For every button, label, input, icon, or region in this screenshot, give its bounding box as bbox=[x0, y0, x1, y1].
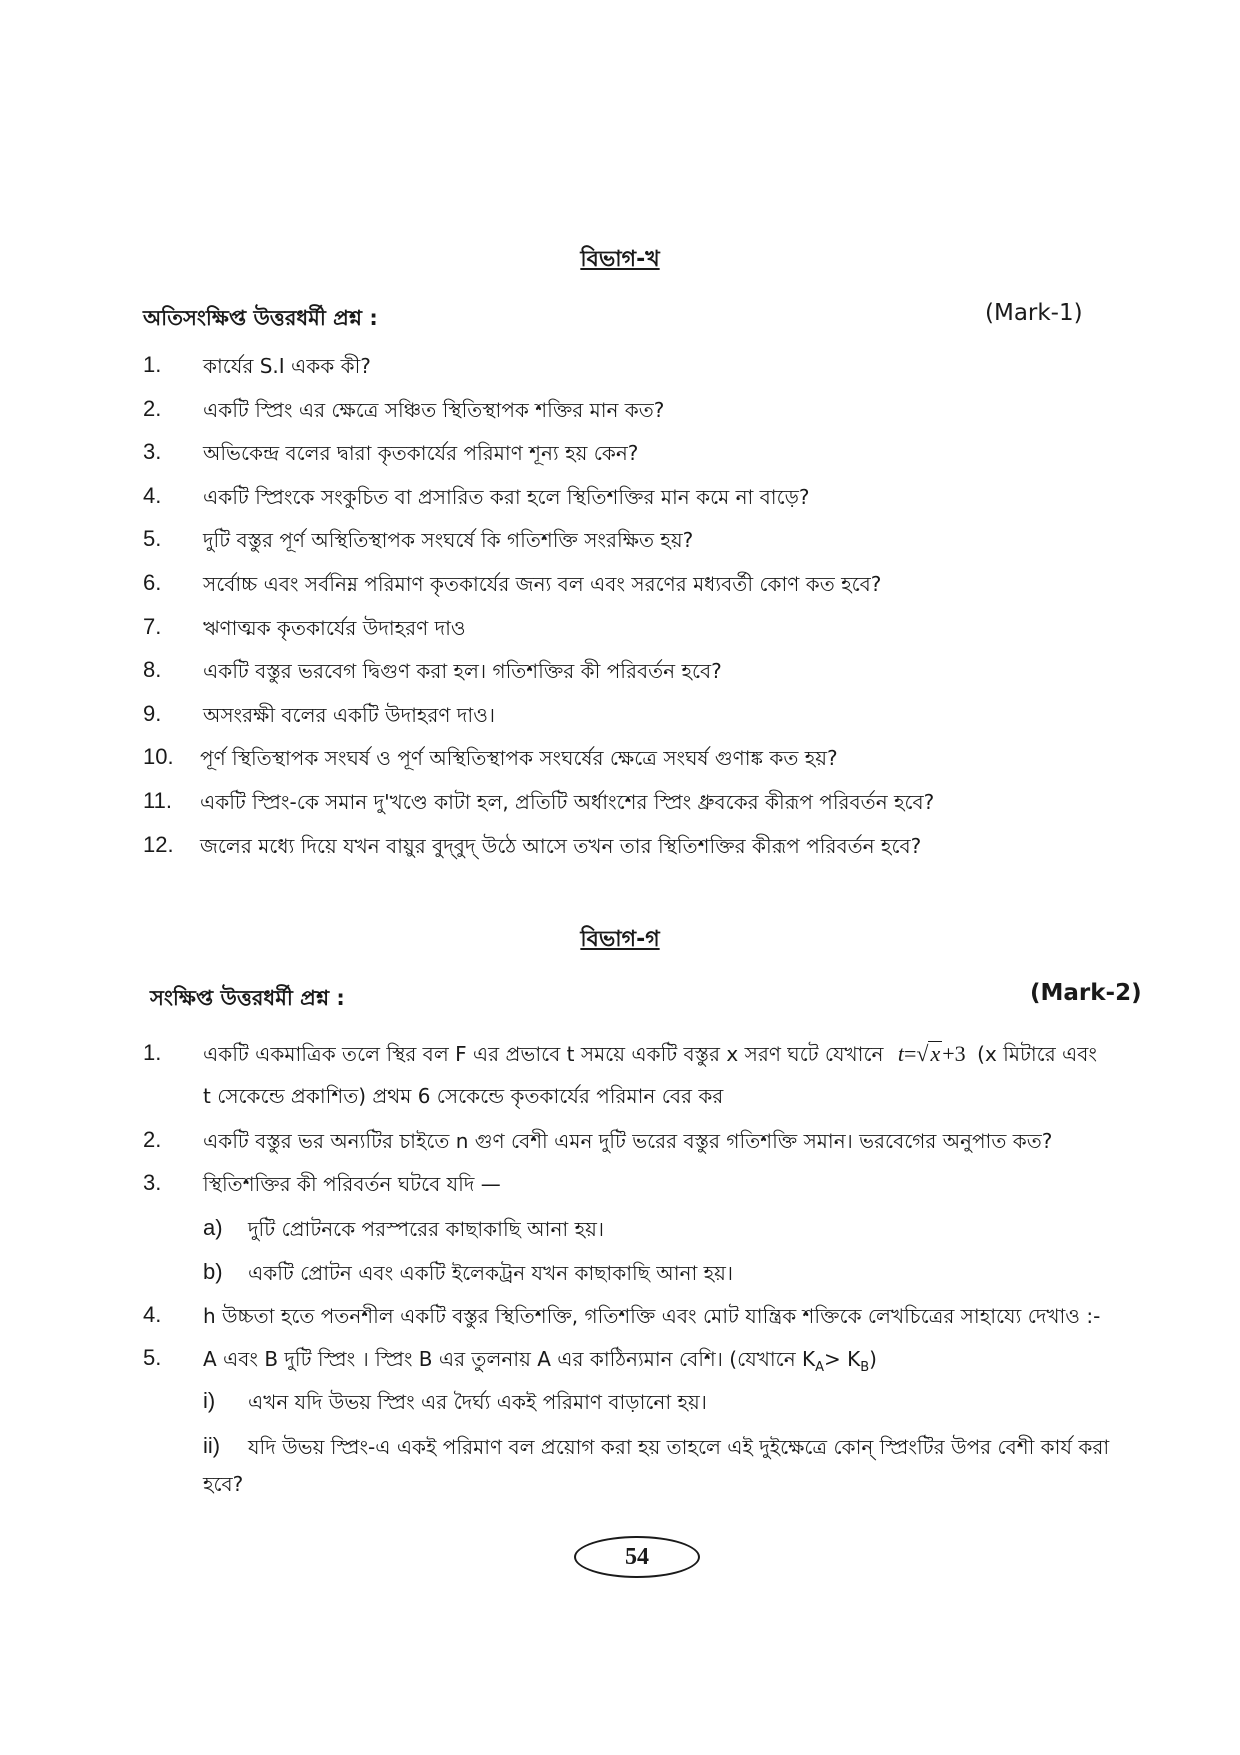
section-c-mark: (Mark-2) bbox=[1030, 980, 1142, 1006]
question-text: জলের মধ্যে দিয়ে যখন বায়ুর বুদ্‌বুদ্‌ উঠে আসে তখন তার স্থিতিশক্তির কীরূপ পরিবর্তন হবে? bbox=[200, 834, 922, 858]
question-text: সর্বোচ্চ এবং সর্বনিম্ন পরিমাণ কৃতকার্যের জন্য বল এবং সরণের মধ্যবর্তী কোণ কত হবে? bbox=[203, 572, 882, 596]
part-label: ii) bbox=[203, 1433, 221, 1458]
formula bbox=[898, 1041, 971, 1066]
section-c-question-1-line-2: t সেকেন্ডে প্রকাশিত) প্রথম 6 সেকেন্ডে কৃতকার্যের পরিমান বের কর bbox=[203, 1084, 724, 1108]
question-number: 11. bbox=[143, 788, 172, 813]
part-label: i) bbox=[203, 1388, 216, 1413]
formula-lhs: t bbox=[897, 1041, 904, 1066]
question-text: স্থিতিশক্তির কী পরিবর্তন ঘটবে যদি — bbox=[203, 1172, 501, 1196]
part-label: b) bbox=[203, 1259, 223, 1284]
formula-rest: +3 bbox=[942, 1041, 966, 1066]
section-c-question-4 bbox=[143, 1302, 1143, 1332]
question-number: 1. bbox=[143, 352, 162, 377]
question-number: 4. bbox=[143, 483, 162, 508]
section-b-question-8 bbox=[143, 657, 1133, 687]
section-b-question-6 bbox=[143, 570, 1133, 600]
section-b-question-2 bbox=[143, 396, 1133, 426]
question-text: একটি স্প্রিং-কে সমান দু'খণ্ডে কাটা হল, প্রতিটি অর্ধাংশের স্প্রিং ধ্রুবকের কীরূপ পরিবর্তন হবে? bbox=[200, 790, 935, 814]
section-c-question-3-part-a bbox=[203, 1215, 1103, 1245]
section-b-question-1 bbox=[143, 352, 1133, 382]
subscript-a: A bbox=[815, 1360, 825, 1375]
question-number: 2. bbox=[143, 1127, 162, 1152]
section-c-question-2 bbox=[143, 1127, 1133, 1157]
question-text-mid: > K bbox=[824, 1347, 861, 1371]
question-number: 4. bbox=[143, 1302, 162, 1327]
section-c-question-5-part-ii bbox=[203, 1433, 1133, 1463]
question-text: অভিকেন্দ্র বলের দ্বারা কৃতকার্যের পরিমাণ শূন্য হয় কেন? bbox=[203, 441, 639, 465]
question-text: কার্যের S.I একক কী? bbox=[203, 354, 371, 378]
section-b-title: বিভাগ-খ bbox=[580, 247, 660, 272]
question-number: 2. bbox=[143, 396, 162, 421]
section-c-question-3 bbox=[143, 1170, 1133, 1200]
question-number: 3. bbox=[143, 1170, 162, 1195]
question-text: h উচ্চতা হতে পতনশীল একটি বস্তুর স্থিতিশক্তি, গতিশক্তি এবং মোট যান্ত্রিক শক্তিকে লেখচিত্রের সাহায্যে দেখাও :- bbox=[203, 1304, 1101, 1328]
part-label: a) bbox=[203, 1215, 223, 1240]
section-b-question-7 bbox=[143, 614, 1133, 644]
section-b-mark: (Mark-1) bbox=[985, 300, 1083, 326]
question-number: 6. bbox=[143, 570, 162, 595]
section-c-title: বিভাগ-গ bbox=[580, 927, 660, 952]
question-text-line-1 bbox=[203, 1040, 1097, 1073]
question-text-post: ) bbox=[869, 1347, 877, 1371]
section-b-question-5 bbox=[143, 526, 1133, 556]
section-b-question-12 bbox=[143, 832, 1133, 862]
question-text: একটি স্প্রিংকে সংকুচিত বা প্রসারিত করা হলে স্থিতিশক্তির মান কমে না বাড়ে? bbox=[203, 485, 810, 509]
question-text: ঋণাত্মক কৃতকার্যের উদাহরণ দাও bbox=[203, 616, 466, 640]
section-c-question-5-part-i bbox=[203, 1388, 1103, 1418]
section-c-question-5-part-ii-line-2: হবে? bbox=[203, 1472, 244, 1496]
formula-equals: = bbox=[903, 1041, 917, 1066]
section-b-heading: অতিসংক্ষিপ্ত উত্তরধর্মী প্রশ্ন : bbox=[143, 306, 378, 330]
question-text: দুটি বস্তুর পূর্ণ অস্থিতিস্থাপক সংঘর্ষে কি গতিশক্তি সংরক্ষিত হয়? bbox=[203, 528, 694, 552]
question-number: 1. bbox=[143, 1040, 162, 1065]
section-b-question-3 bbox=[143, 439, 1133, 469]
question-number: 5. bbox=[143, 526, 162, 551]
question-number: 5. bbox=[143, 1345, 162, 1370]
section-c-heading: সংক্ষিপ্ত উত্তরধর্মী প্রশ্ন : bbox=[150, 986, 345, 1010]
sqrt-icon: √ bbox=[916, 1041, 929, 1066]
section-c-question-5 bbox=[143, 1345, 1133, 1375]
formula-radicand: x bbox=[930, 1041, 941, 1066]
section-b-question-4 bbox=[143, 483, 1133, 513]
part-text: যদি উভয় স্প্রিং-এ একই পরিমাণ বল প্রয়োগ করা হয় তাহলে এই দুইক্ষেত্রে কোন্‌ স্প্রিংটির উপর বেশী কার্য করা bbox=[248, 1435, 1110, 1459]
question-text: অসংরক্ষী বলের একটি উদাহরণ দাও। bbox=[203, 703, 496, 727]
subscript-b: B bbox=[860, 1360, 870, 1375]
question-number: 12. bbox=[143, 832, 174, 857]
section-c-question-1 bbox=[143, 1040, 1133, 1070]
question-text-post: (x মিটারে এবং bbox=[977, 1042, 1098, 1066]
section-b-question-11 bbox=[143, 788, 1133, 818]
question-text: একটি স্প্রিং এর ক্ষেত্রে সঞ্চিত স্থিতিস্থাপক শক্তির মান কত? bbox=[203, 398, 665, 422]
question-text: একটি বস্তুর ভর অন্যটির চাইতে n গুণ বেশী এমন দুটি ভরের বস্তুর গতিশক্তি সমান। ভরবেগের অনুপাত কত? bbox=[203, 1129, 1053, 1153]
question-number: 3. bbox=[143, 439, 162, 464]
question-text: পূর্ণ স্থিতিস্থাপক সংঘর্ষ ও পূর্ণ অস্থিতিস্থাপক সংঘর্ষের ক্ষেত্রে সংঘর্ষ গুণাঙ্ক কত হয়? bbox=[200, 746, 838, 770]
question-number: 9. bbox=[143, 701, 162, 726]
question-text-pre: A এবং B দুটি স্প্রিং । স্প্রিং B এর তুলনায় A এর কাঠিন্যমান বেশি। (যেখানে K bbox=[203, 1347, 816, 1371]
part-text: একটি প্রোটন এবং একটি ইলেকট্রন যখন কাছাকাছি আনা হয়। bbox=[248, 1261, 734, 1285]
section-b-question-10 bbox=[143, 744, 1133, 774]
question-number: 7. bbox=[143, 614, 162, 639]
question-number: 8. bbox=[143, 657, 162, 682]
part-text: দুটি প্রোটনকে পরস্পরের কাছাকাছি আনা হয়। bbox=[248, 1217, 605, 1241]
question-text: একটি একমাত্রিক তলে স্থির বল F এর প্রভাবে t সময়ে একটি বস্তুর x সরণ ঘটে যেখানে bbox=[203, 1042, 884, 1066]
question-number: 10. bbox=[143, 744, 174, 769]
question-text: একটি বস্তুর ভরবেগ দ্বিগুণ করা হল। গতিশক্তির কী পরিবর্তন হবে? bbox=[203, 659, 722, 683]
question-text bbox=[203, 1345, 877, 1378]
section-b-question-9 bbox=[143, 701, 1133, 731]
section-c-question-3-part-b bbox=[203, 1259, 1103, 1289]
page-number: 54 bbox=[574, 1536, 700, 1578]
part-text: এখন যদি উভয় স্প্রিং এর দৈর্ঘ্য একই পরিমাণ বাড়ানো হয়। bbox=[248, 1390, 707, 1414]
